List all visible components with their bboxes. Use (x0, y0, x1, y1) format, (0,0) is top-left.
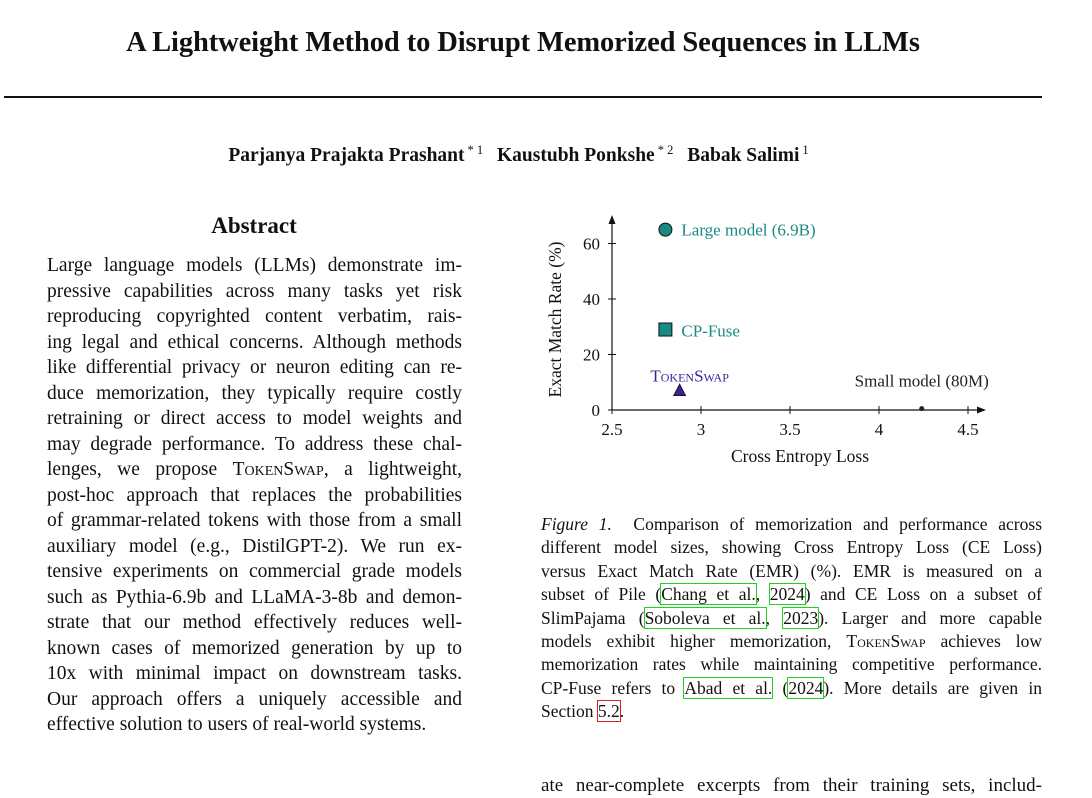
caption-line (541, 513, 1042, 536)
x-tick-label: 2.5 (601, 420, 623, 439)
caption-line: different model sizes, showing Cross Entropy Loss (CE Loss) (541, 537, 1042, 558)
abstract-line (47, 457, 462, 483)
abstract-line: known cases of memorized generation by up to (47, 637, 462, 659)
y-axis-arrow (609, 215, 616, 224)
author-1 (228, 145, 492, 166)
citation-year-link[interactable]: 2024 (788, 677, 824, 698)
x-tick-label: 4 (874, 420, 884, 439)
x-tick-label: 4.5 (957, 420, 979, 439)
caption-text: Comparison of memorization and performance across (633, 514, 1043, 534)
abstract-line: auxiliary model (e.g., DistilGPT-2). We run ex- (47, 535, 462, 557)
caption-text: Section (541, 701, 594, 722)
author-affiliation: 1 (802, 143, 809, 157)
abstract-line: Our approach offers a uniquely accessible and (47, 688, 462, 710)
abstract-line: strate that our method effectively reduces well- (47, 612, 462, 633)
abstract-line: ing legal and ethical concerns. Although methods (47, 331, 462, 353)
caption-line (541, 630, 1042, 653)
caption-line: CP-Fuse refers to Abad et al. (2024). More details are given in (541, 677, 1042, 698)
point-label: Large model (6.9B) (681, 220, 816, 240)
abstract-line: retraining or direct access to model weights and (47, 408, 462, 429)
body-text-continued: ate near-complete excerpts from their training sets, includ- (541, 775, 1042, 796)
title-divider (4, 96, 1042, 98)
citation-link[interactable]: Soboleva et al. (644, 607, 766, 628)
data-point-cp-fuse (659, 323, 672, 336)
abstract-text: , a lightweight, (323, 459, 462, 480)
y-tick-label: 60 (583, 234, 600, 254)
caption-line: versus Exact Match Rate (EMR) (%). EMR is measured on a (541, 560, 1042, 581)
caption-text: achieves low (925, 630, 1042, 651)
caption-line (541, 700, 1042, 723)
y-tick-label: 40 (583, 290, 600, 309)
author-list (0, 143, 1046, 167)
abstract-line: Large language models (LLMs) demonstrate im- (47, 255, 462, 276)
y-tick-label: 20 (583, 345, 600, 365)
citation-year-link[interactable]: 2023 (783, 607, 819, 628)
citation-link[interactable]: Abad et al. (684, 677, 773, 698)
caption-text: ). Larger and more capable (818, 607, 1043, 628)
method-name: TokenSwap (232, 459, 324, 480)
author-2 (497, 145, 682, 166)
caption-text: models exhibit higher memorization, (541, 630, 832, 651)
data-point-small-model (919, 406, 924, 411)
data-point-large-model (659, 223, 672, 236)
caption-text: ). More details are given in (823, 677, 1042, 698)
caption-line: SlimPajama (Soboleva et al., 2023). Larger and more capable (541, 607, 1043, 628)
figure-caption (541, 513, 1042, 724)
abstract-line: of grammar-related tokens with those from a small (47, 510, 462, 531)
caption-text: . (619, 701, 625, 722)
method-name: TokenSwap (846, 630, 926, 651)
abstract-heading: Abstract (211, 213, 297, 238)
caption-text: SlimPajama ( (541, 607, 645, 628)
author-name: Kaustubh Ponkshe (497, 145, 655, 166)
paper-title: A Lightweight Method to Disrupt Memorized Sequences in LLMs (126, 27, 920, 58)
abstract-text: lenges, we propose (47, 459, 218, 480)
abstract-line: may degrade performance. To address these chal- (47, 433, 462, 455)
x-axis-label: Cross Entropy Loss (730, 446, 870, 466)
abstract-body (47, 253, 462, 738)
author-affiliation: * 1 (467, 143, 484, 157)
point-label: Small model (80M) (854, 371, 989, 391)
abstract-line: such as Pythia-6.9b and LLaMA-3-8b and demon- (47, 586, 462, 608)
point-label: CP-Fuse (681, 321, 740, 341)
x-tick-label: 3.5 (779, 420, 801, 439)
author-3 (687, 145, 817, 166)
figure-label: Figure 1. (541, 514, 612, 534)
abstract-line: reproducing copyrighted content verbatim, rais- (47, 306, 462, 327)
y-tick-label: 0 (591, 401, 600, 420)
caption-text: CP-Fuse refers to (541, 677, 676, 698)
author-name: Babak Salimi (687, 145, 800, 166)
caption-text: subset of Pile ( (541, 584, 662, 605)
abstract-line: post-hoc approach that replaces the probabilities (47, 484, 462, 506)
caption-text: ) and CE Loss on a subset of (804, 584, 1043, 605)
citation-link[interactable]: Chang et al. (661, 584, 756, 605)
x-tick-label: 3 (696, 420, 706, 439)
abstract-line: tensive experiments on commercial grade models (47, 561, 462, 582)
point-label: TokenSwap (650, 366, 729, 386)
scatter-chart (541, 205, 1042, 495)
caption-line: subset of Pile (Chang et al., 2024) and CE Loss on a subset of (541, 584, 1043, 605)
author-affiliation: * 2 (657, 143, 674, 157)
abstract-line: like differential privacy or neuron editing can re- (47, 357, 462, 378)
y-axis-label: Exact Match Rate (%) (545, 241, 565, 398)
abstract-line: effective solution to users of real-world systems. (47, 714, 427, 735)
caption-line: memorization rates while maintaining competitive performance. (541, 654, 1042, 675)
citation-year-link[interactable]: 2024 (769, 584, 805, 605)
abstract-line: duce memorization, they typically require costly (47, 382, 462, 404)
abstract-line: 10x with minimal impact on downstream tasks. (47, 663, 462, 684)
x-axis-arrow (977, 407, 986, 414)
data-point-tokenswap (674, 384, 686, 396)
section-link[interactable]: 5.2 (597, 701, 620, 722)
figure-1 (541, 205, 1042, 495)
abstract-line: pressive capabilities across many tasks yet risk (47, 280, 462, 302)
author-name: Parjanya Prajakta Prashant (228, 145, 465, 166)
